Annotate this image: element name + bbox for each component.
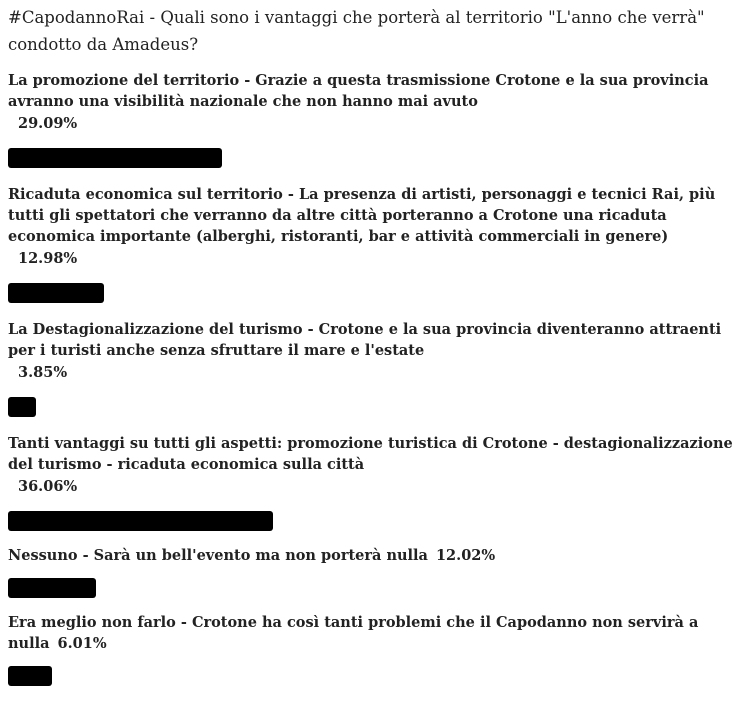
option-bar-track xyxy=(8,578,744,598)
option-label: La promozione del territorio - Grazie a questa trasmissione Crotone e la sua provincia avranno una visibilità nazionale che non hanno mai avuto xyxy=(8,72,709,110)
poll-results xyxy=(8,4,744,686)
poll-option xyxy=(8,433,744,531)
option-bar-track xyxy=(8,148,744,168)
option-label-row xyxy=(8,545,744,566)
option-percent: 12.98% xyxy=(18,250,78,267)
poll-option xyxy=(8,70,744,168)
option-bar xyxy=(8,511,273,531)
option-bar-track xyxy=(8,397,744,417)
option-label: La Destagionalizzazione del turismo - Crotone e la sua provincia diventeranno attraenti per i turisti anche senza sfruttare il mare e l'estate xyxy=(8,321,722,359)
poll-option xyxy=(8,319,744,417)
option-percent: 29.09% xyxy=(18,115,78,132)
option-bar xyxy=(8,578,96,598)
option-label-row xyxy=(8,612,744,654)
poll-question: #CapodannoRai - Quali sono i vantaggi che porterà al territorio "L'anno che verrà" condotto da Amadeus? xyxy=(8,8,705,54)
option-bar xyxy=(8,666,52,686)
poll-option xyxy=(8,184,744,303)
option-label: Ricaduta economica sul territorio - La presenza di artisti, personaggi e tecnici Rai, più tutti gli spettatori che verranno da altre città porteranno a Crotone una ricaduta economica importante (alberghi, ristoranti, bar e attività commerciali in genere) xyxy=(8,186,716,245)
option-percent: 36.06% xyxy=(18,478,78,495)
option-bar xyxy=(8,148,222,168)
option-percent: 6.01% xyxy=(57,635,107,652)
option-bar-track xyxy=(8,283,744,303)
option-percent: 3.85% xyxy=(18,364,68,381)
option-label: Nessuno - Sarà un bell'evento ma non porterà nulla xyxy=(8,547,428,564)
option-percent: 12.02% xyxy=(435,547,496,564)
option-bar xyxy=(8,283,104,303)
option-bar xyxy=(8,397,36,417)
option-label: Tanti vantaggi su tutti gli aspetti: promozione turistica di Crotone - destagionalizzazione del turismo - ricaduta economica sulla città xyxy=(8,435,733,473)
option-bar-track xyxy=(8,511,744,531)
option-bar-track xyxy=(8,666,744,686)
poll-option xyxy=(8,612,744,686)
poll-option xyxy=(8,545,744,598)
option-label: Era meglio non farlo - Crotone ha così tanti problemi che il Capodanno non servirà a nulla xyxy=(8,614,699,652)
